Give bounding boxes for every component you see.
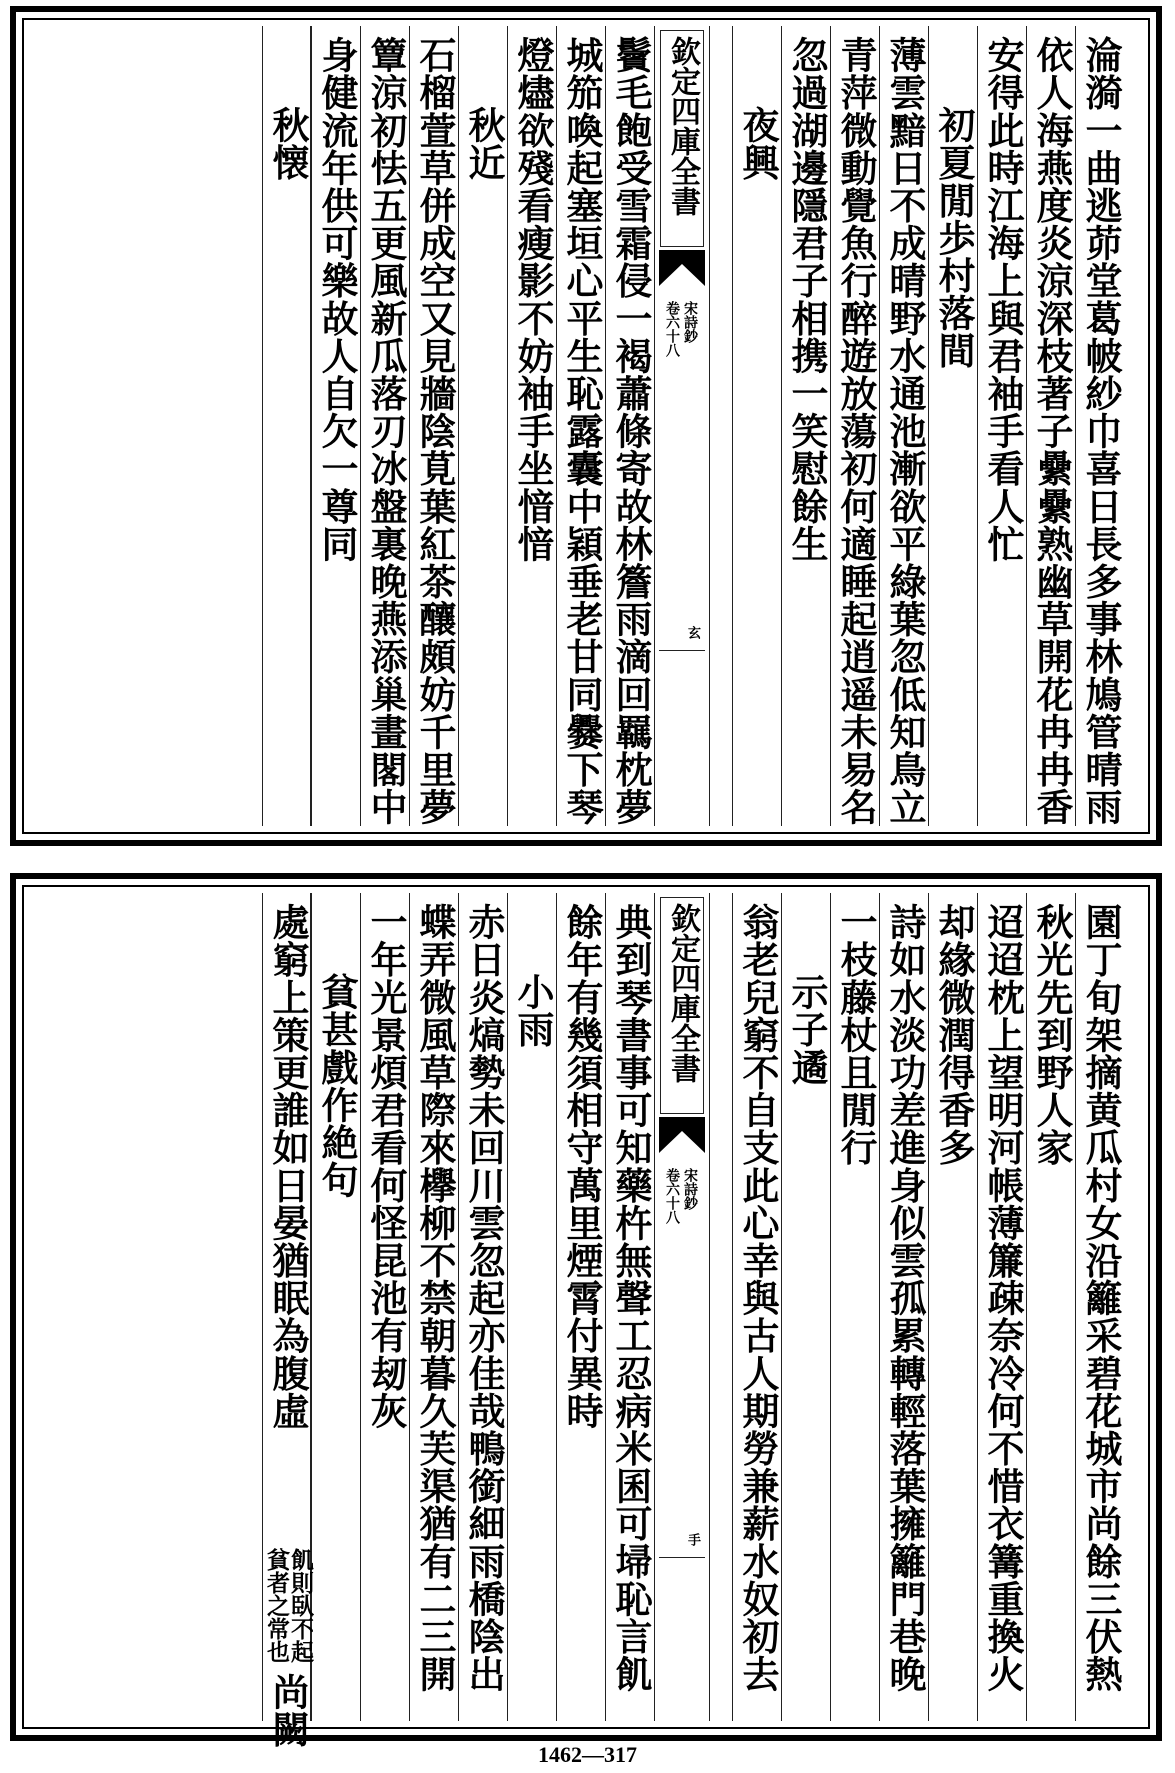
poem-title: 秋近 xyxy=(462,106,506,182)
spine-collection-name: 宋詩鈔 xyxy=(682,301,698,343)
text-column xyxy=(732,26,781,826)
verse-line: 城笳喚起塞垣心平生恥露囊中穎垂老甘同爨下琴 xyxy=(560,36,604,826)
text-column xyxy=(556,26,605,826)
text-column xyxy=(879,26,928,826)
poem-title: 初夏閒歩村落間 xyxy=(932,106,976,370)
verse-line: 簟涼初怯五更風新瓜落刃冰盤裏晚燕添巢畫閣中 xyxy=(364,36,408,826)
spine-book-title: 欽定四庫全書 xyxy=(665,903,700,1083)
text-column xyxy=(977,26,1026,826)
text-column xyxy=(409,26,458,826)
text-column xyxy=(977,893,1026,1721)
verse-line: 翁老兒窮不自支此心幸與古人期勞兼薪水奴初去 xyxy=(736,903,780,1693)
verse-line: 秋光先到野人家 xyxy=(1030,903,1074,1167)
verse-line: 園丁旬架摘黄瓜村女沿籬采碧花城市尚餘三伏熱 xyxy=(1079,903,1123,1693)
text-column xyxy=(830,26,879,826)
spine-banxin xyxy=(654,26,710,826)
verse-line: 迢迢枕上望明河帳薄簾疎奈冷何不惜衣篝重換火 xyxy=(981,903,1025,1693)
text-column xyxy=(1026,26,1075,826)
top-page xyxy=(10,6,1162,846)
text-column xyxy=(360,26,409,826)
bottom-page-columns xyxy=(30,893,1142,1749)
text-column xyxy=(556,893,605,1721)
verse-line: 青萍微動覺魚行醉遊放蕩初何適睡起逍遥未易名 xyxy=(834,36,878,826)
annotation-small-left: 貧者之常也 xyxy=(263,1548,290,1663)
poem-title: 秋懐 xyxy=(266,106,310,182)
text-column xyxy=(262,893,314,1749)
spine-volume: 卷六十八 xyxy=(664,301,680,357)
spine-page-number: 玄 xyxy=(685,626,700,639)
text-column xyxy=(409,893,458,1721)
spine-collection-name: 宋詩鈔 xyxy=(682,1168,698,1210)
verse-line: 石榴萱草併成空又見牆陰莧葉紅茶釀頗妨千里夢 xyxy=(413,36,457,826)
text-column xyxy=(311,893,360,1721)
verse-line: 依人海燕度炎涼深枝著子纍纍熟幽草開花冉冉香 xyxy=(1030,36,1074,826)
bottom-page xyxy=(10,873,1162,1749)
verse-line: 身健流年供可樂故人自欠一尊同 xyxy=(315,36,359,563)
verse-line: 典到琴書事可知藥杵無聲工忍病米囷可埽恥言飢 xyxy=(609,903,653,1693)
text-column xyxy=(605,893,654,1721)
spine-rule xyxy=(659,650,705,651)
verse-line-tail: 尚闕 xyxy=(266,1673,310,1749)
verse-line: 處窮上策更誰如日晏猶眠為腹虛 xyxy=(266,903,310,1430)
text-column xyxy=(1026,893,1075,1721)
fishtail-mark-icon xyxy=(659,1117,705,1153)
verse-line: 餘年有幾須相守萬里煙霄付異時 xyxy=(560,903,604,1430)
verse-line: 忽過湖邊隱君子相携一笑慰餘生 xyxy=(785,36,829,563)
text-column xyxy=(262,26,311,826)
verse-line: 薄雲黯日不成晴野水通池漸欲平綠葉忽低知鳥立 xyxy=(883,36,927,826)
text-column xyxy=(928,26,977,826)
text-column xyxy=(781,893,830,1721)
verse-line: 鬢毛飽受雪霜侵一褐蕭條寄故林簷雨滴回羈枕夢 xyxy=(609,36,653,826)
verse-line: 赤日炎熇勢未回川雲忽起亦佳哉鴨銜細雨橋陰出 xyxy=(462,903,506,1693)
text-column xyxy=(605,26,654,826)
text-column xyxy=(732,893,781,1721)
verse-line: 淪漪一曲逃茆堂葛帔紗巾喜日長多事林鳩管晴雨 xyxy=(1079,36,1123,826)
spine-page-number: 手 xyxy=(685,1533,700,1546)
text-column xyxy=(507,893,556,1721)
spine-banxin xyxy=(654,893,710,1721)
poem-title: 夜興 xyxy=(736,106,780,182)
text-column xyxy=(879,893,928,1721)
text-column xyxy=(781,26,830,826)
poem-title: 小雨 xyxy=(511,973,555,1049)
text-column xyxy=(830,893,879,1721)
text-column xyxy=(360,893,409,1721)
text-column xyxy=(458,893,507,1721)
top-page-columns xyxy=(30,26,1142,826)
verse-line: 一年光景煩君看何怪昆池有刼灰 xyxy=(364,903,408,1430)
spine-rule xyxy=(659,1557,705,1558)
poem-title: 貧甚戲作絶句 xyxy=(315,973,359,1199)
text-column xyxy=(1075,26,1124,826)
verse-line: 却緣微潤得香多 xyxy=(932,903,976,1167)
text-column xyxy=(458,26,507,826)
text-column xyxy=(1075,893,1124,1721)
spine-book-title: 欽定四庫全書 xyxy=(665,36,700,216)
fishtail-mark-icon xyxy=(659,250,705,286)
spine-volume: 卷六十八 xyxy=(664,1168,680,1224)
verse-line: 詩如水淡功差進身似雲孤累轉輕落葉擁籬門巷晚 xyxy=(883,903,927,1693)
annotation-small-right: 飢則臥不起 xyxy=(287,1548,314,1663)
page-reference-number: 1462—317 xyxy=(538,1742,637,1767)
text-column xyxy=(507,26,556,826)
text-column xyxy=(311,26,360,826)
verse-line: 燈燼欲殘看瘦影不妨袖手坐愔愔 xyxy=(511,36,555,563)
text-column xyxy=(928,893,977,1721)
verse-line: 一枝藤杖且閒行 xyxy=(834,903,878,1167)
poem-title: 示子遹 xyxy=(785,973,829,1086)
verse-line: 安得此時江海上與君袖手看人忙 xyxy=(981,36,1025,563)
verse-line: 蝶弄微風草際來欅柳不禁朝暮久芙渠猶有二三開 xyxy=(413,903,457,1693)
